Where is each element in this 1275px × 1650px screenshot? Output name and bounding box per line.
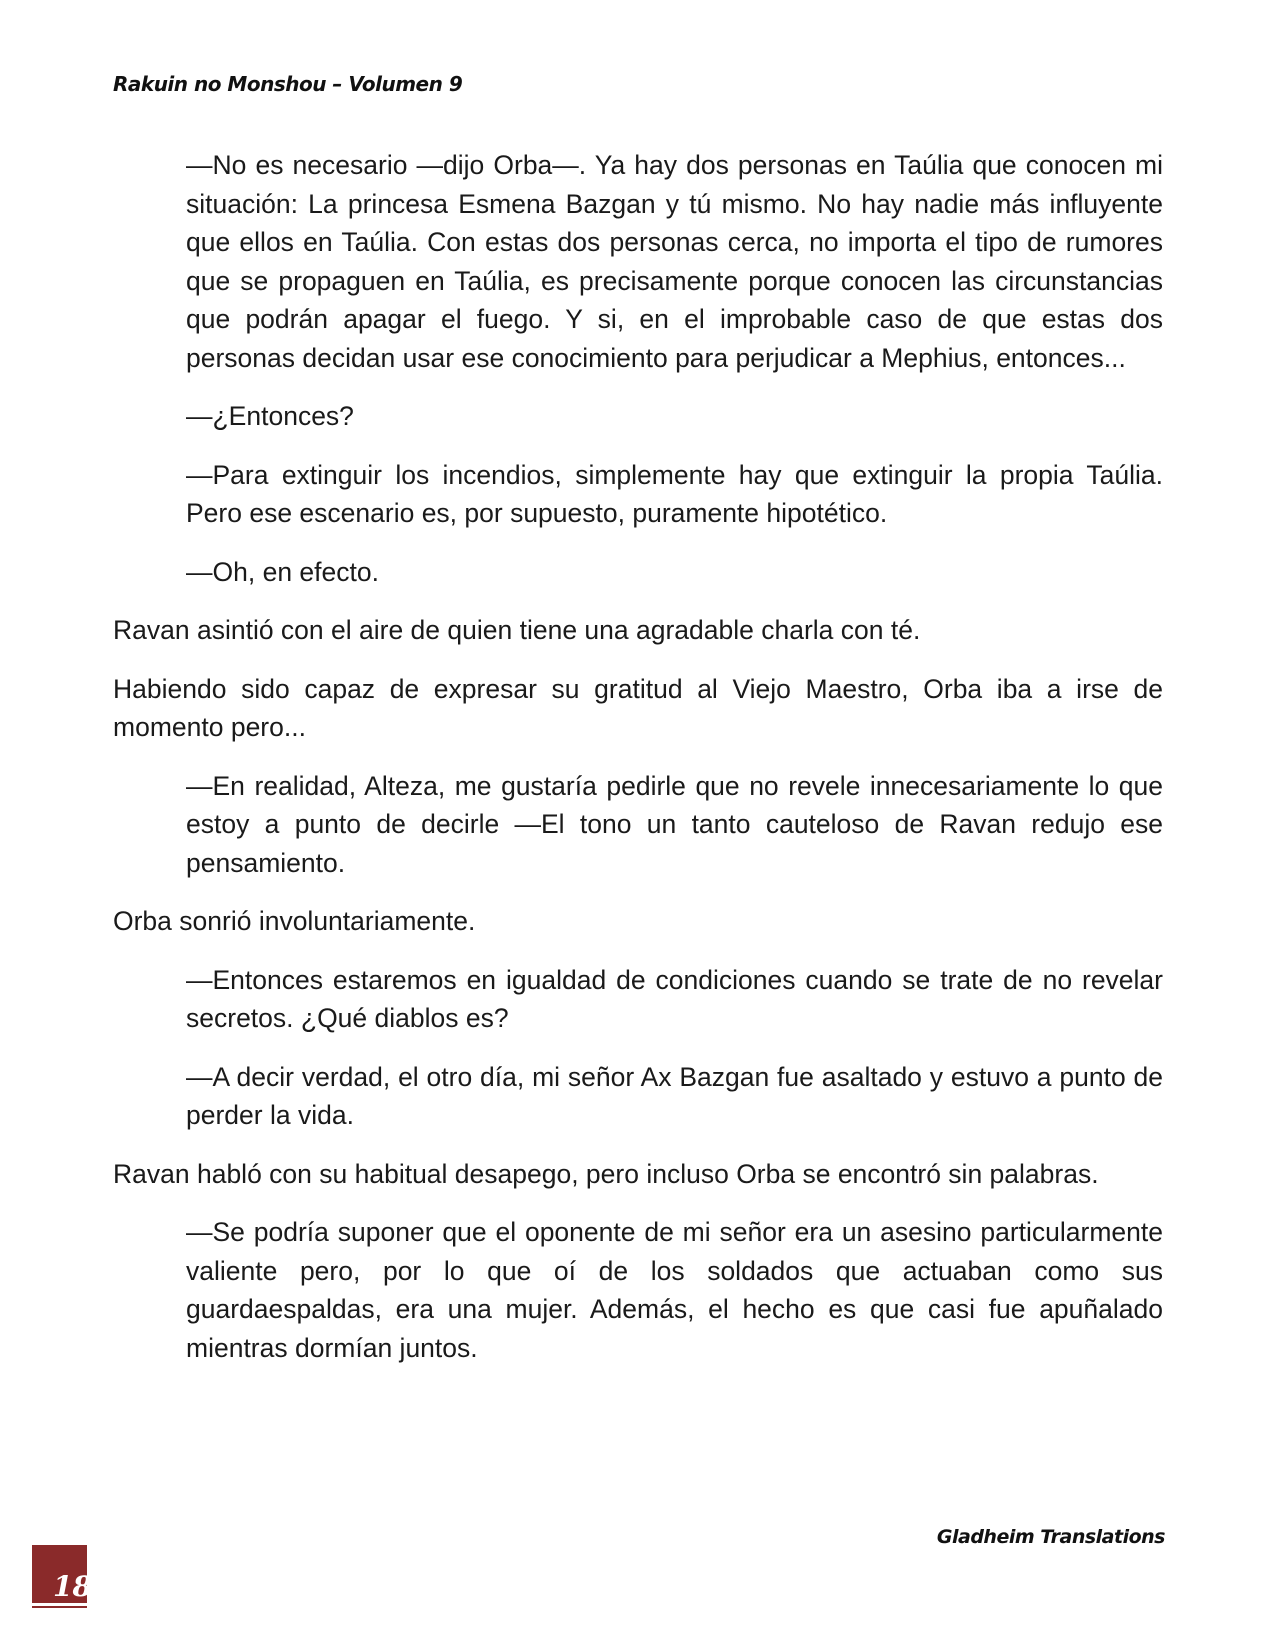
paragraph-dialogue: —¿Entonces? (186, 401, 354, 431)
paragraph-dialogue: —Oh, en efecto. (186, 556, 379, 587)
paragraph-narration: Habiendo sido capaz de expresar su gratitud al Viejo Maestro, Orba iba a irse de momento pero... (113, 673, 1163, 742)
paragraph-dialogue: —No es necesario —dijo Orba—. Ya hay dos personas en Taúlia que conocen mi situación: La princesa Esmena Bazgan y tú mismo. No hay nadie más influyente que ellos en Taúlia. Con estas dos personas cerca, no importa el tipo de rumores que se propaguen en Taúlia, es precisamente porque conocen las circunstancias que podrán apagar el fuego. Y si, en el improbable caso de que estas dos personas decidan usar ese conocimiento para perjudicar a Mephius, entonces... (186, 150, 1163, 373)
paragraph-dialogue: —Entonces estaremos en igualdad de condiciones cuando se trate de no revelar secretos. ¿Qué diablos es? (186, 964, 1163, 1033)
footer-credit: Gladheim Translations (936, 1526, 1165, 1548)
paragraph-dialogue: —Para extinguir los incendios, simplemente hay que extinguir la propia Taúlia. Pero ese escenario es, por supuesto, puramente hipotético. (186, 459, 1163, 528)
running-header-title: Rakuin no Monshou – Volumen 9 (113, 72, 463, 96)
page-number-underline (32, 1603, 87, 1606)
paragraph-narration: Ravan asintió con el aire de quien tiene una agradable charla con té. (113, 615, 921, 645)
paragraph-narration: Ravan habló con su habitual desapego, pero incluso Orba se encontró sin palabras. (113, 1158, 1099, 1189)
page-number: 18 (53, 1570, 92, 1603)
paragraph-dialogue: —En realidad, Alteza, me gustaría pedirle que no revele innecesariamente lo que estoy a punto de decirle —El tono un tanto cauteloso de Ravan redujo ese pensamiento. (186, 770, 1163, 878)
page-body (113, 146, 1163, 1367)
paragraph-dialogue: —A decir verdad, el otro día, mi señor Ax Bazgan fue asaltado y estuvo a punto de perder la vida. (186, 1061, 1163, 1130)
paragraph-dialogue: —Se podría suponer que el oponente de mi señor era un asesino particularmente valiente pero, por lo que oí de los soldados que actuaban como sus guardaespaldas, era una mujer. Además, el hecho es que casi fue apuñalado mientras dormían juntos. (186, 1217, 1163, 1363)
paragraph-narration: Orba sonrió involuntariamente. (113, 906, 476, 936)
